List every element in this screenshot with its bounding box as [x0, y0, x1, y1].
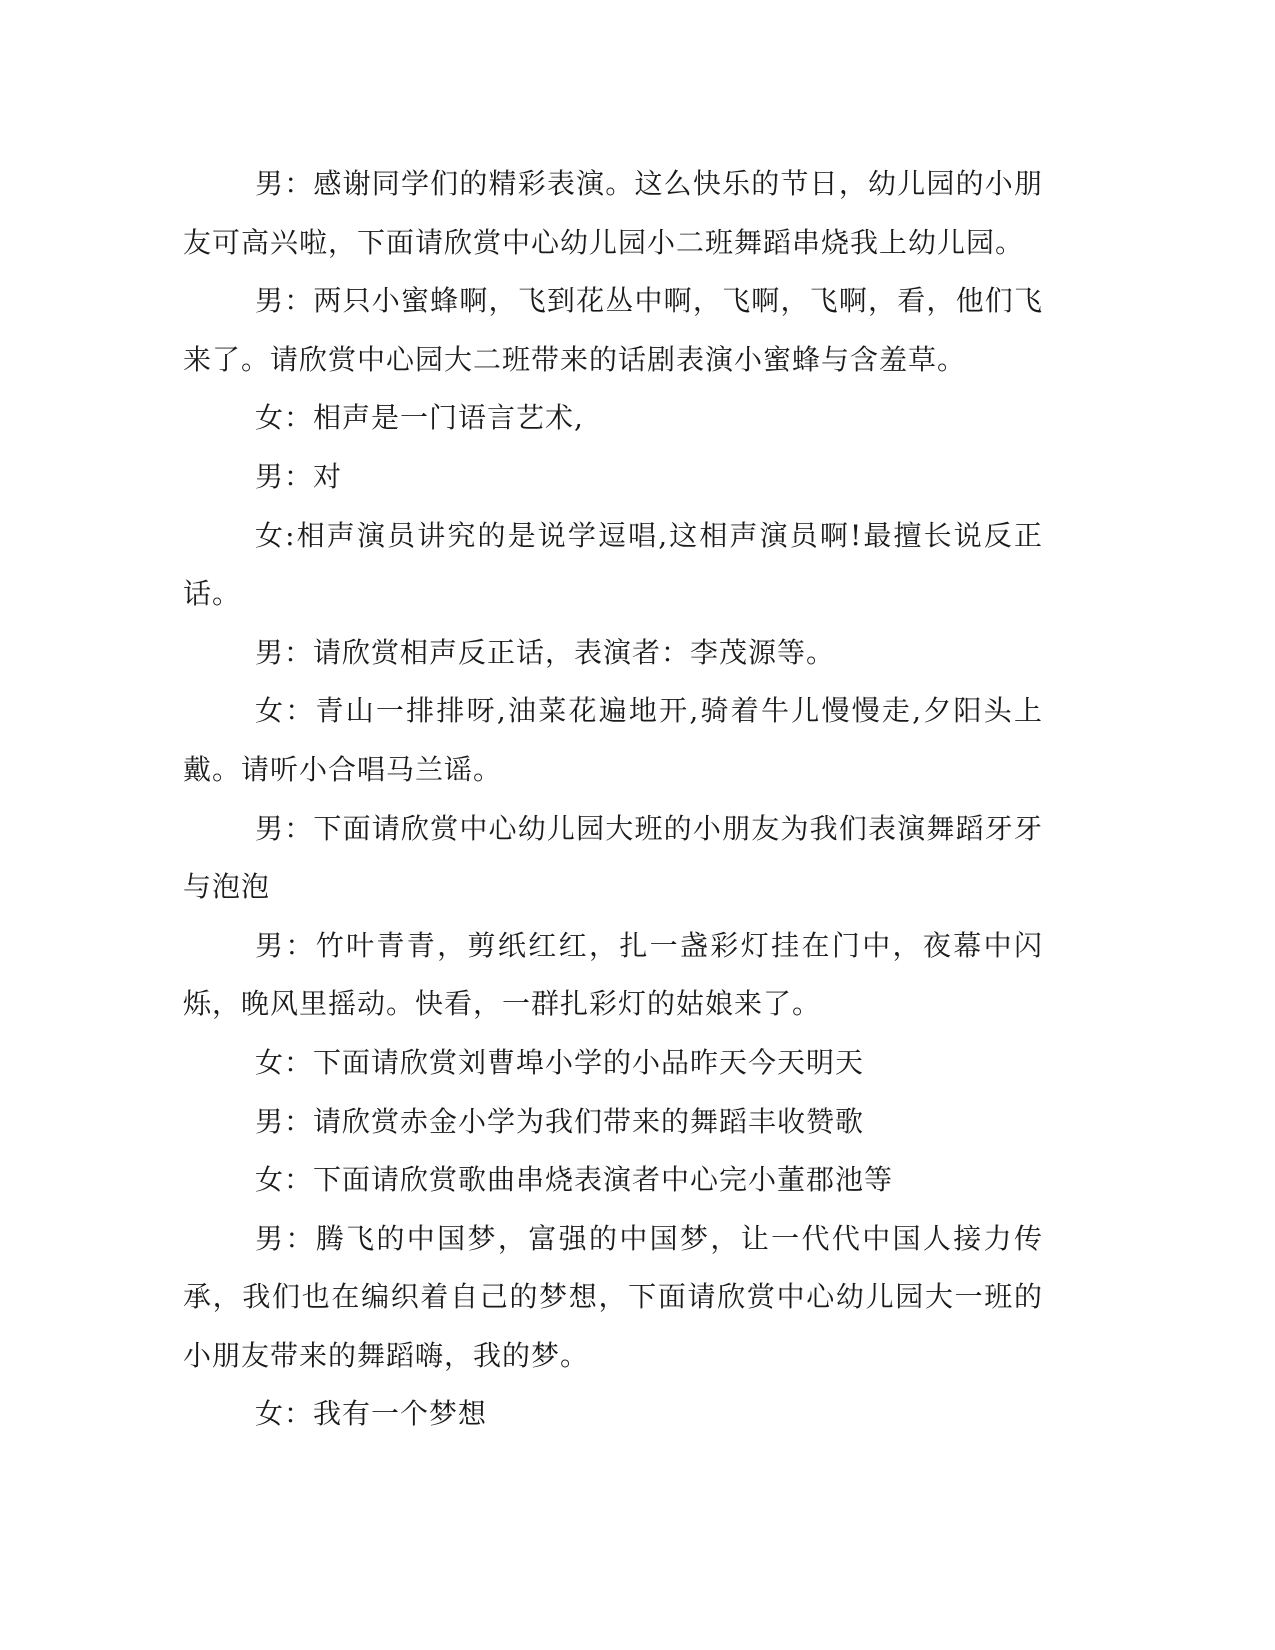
paragraph: 女：我有一个梦想	[255, 1397, 488, 1431]
paragraph: 女：下面请欣赏歌曲串烧表演者中心完小董郡池等	[255, 1163, 894, 1197]
paragraph: 男：下面请欣赏中心幼儿园大班的小朋友为我们表演舞蹈牙牙与泡泡	[183, 811, 1043, 904]
paragraph: 男：请欣赏赤金小学为我们带来的舞蹈丰收赞歌	[255, 1104, 865, 1138]
paragraph: 男：请欣赏相声反正话，表演者：李茂源等。	[255, 635, 836, 669]
paragraph: 女:相声演员讲究的是说学逗唱,这相声演员啊!最擅长说反正话。	[183, 518, 1043, 611]
paragraph: 男：感谢同学们的精彩表演。这么快乐的节日，幼儿园的小朋友可高兴啦，下面请欣赏中心幼儿园小二班舞蹈串烧我上幼儿园。	[183, 167, 1043, 259]
paragraph: 女：下面请欣赏刘曹埠小学的小品昨天今天明天	[255, 1045, 865, 1079]
paragraph: 男：竹叶青青，剪纸红红，扎一盏彩灯挂在门中，夜幕中闪烁，晚风里摇动。快看，一群扎彩灯的姑娘来了。	[183, 928, 1043, 1021]
paragraph: 男：腾飞的中国梦，富强的中国梦，让一代代中国人接力传承，我们也在编织着自己的梦想，下面请欣赏中心幼儿园大一班的小朋友带来的舞蹈嗨，我的梦。	[183, 1221, 1043, 1372]
paragraph: 男：对	[255, 459, 343, 493]
document-body	[183, 155, 1043, 1444]
paragraph: 女：青山一排排呀,油菜花遍地开,骑着牛儿慢慢走,夕阳头上戴。请听小合唱马兰谣。	[183, 694, 1043, 786]
paragraph: 男：两只小蜜蜂啊，飞到花丛中啊，飞啊，飞啊，看，他们飞来了。请欣赏中心园大二班带来的话剧表演小蜜蜂与含羞草。	[183, 284, 1043, 376]
paragraph: 女：相声是一门语言艺术,	[255, 401, 584, 435]
